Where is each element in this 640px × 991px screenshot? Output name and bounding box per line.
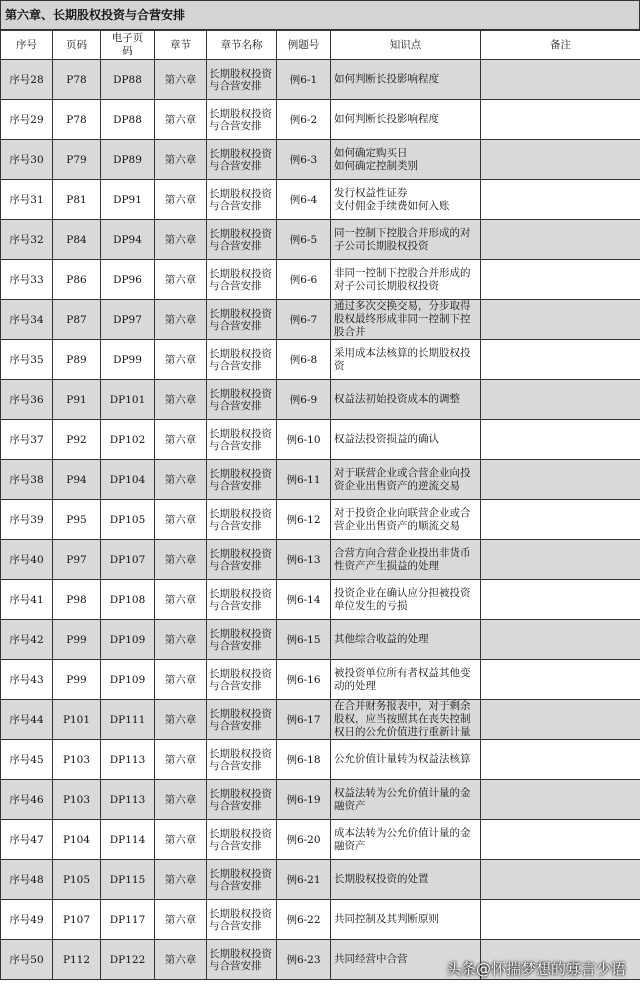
cell-example: 例6-2 <box>277 100 331 140</box>
table-row <box>1 460 640 500</box>
cell-seq: 序号34 <box>1 300 53 340</box>
cell-chapter: 第六章 <box>155 260 207 300</box>
cell-page: P86 <box>53 260 101 300</box>
cell-page: P107 <box>53 900 101 940</box>
cell-knowledge: 通过多次交换交易，分步取得股权最终形成非同一控制下控股合并 <box>331 300 481 340</box>
cell-page: P94 <box>53 460 101 500</box>
table-row <box>1 300 640 340</box>
cell-chapter: 第六章 <box>155 180 207 220</box>
cell-example: 例6-6 <box>277 260 331 300</box>
cell-chapter: 第六章 <box>155 500 207 540</box>
cell-example: 例6-9 <box>277 380 331 420</box>
cell-chapter-name: 长期股权投资与合营安排 <box>207 180 277 220</box>
cell-example: 例6-22 <box>277 900 331 940</box>
cell-epage: DP105 <box>101 500 155 540</box>
cell-knowledge: 投资企业在确认应分担被投资单位发生的亏损 <box>331 580 481 620</box>
cell-chapter-name: 长期股权投资与合营安排 <box>207 220 277 260</box>
knowledge-table <box>0 30 640 980</box>
table-row <box>1 700 640 740</box>
cell-knowledge: 如何判断长投影响程度 <box>331 60 481 100</box>
header-page: 页码 <box>53 31 101 60</box>
cell-chapter: 第六章 <box>155 140 207 180</box>
cell-knowledge: 同一控制下控股合并形成的对子公司长期股权投资 <box>331 220 481 260</box>
header-example: 例题号 <box>277 31 331 60</box>
cell-seq: 序号41 <box>1 580 53 620</box>
cell-seq: 序号45 <box>1 740 53 780</box>
header-chapter: 章节 <box>155 31 207 60</box>
cell-example: 例6-15 <box>277 620 331 660</box>
cell-chapter: 第六章 <box>155 100 207 140</box>
table-row <box>1 180 640 220</box>
table-row <box>1 740 640 780</box>
cell-knowledge: 其他综合收益的处理 <box>331 620 481 660</box>
cell-example: 例6-11 <box>277 460 331 500</box>
cell-seq: 序号30 <box>1 140 53 180</box>
cell-seq: 序号48 <box>1 860 53 900</box>
cell-seq: 序号29 <box>1 100 53 140</box>
cell-page: P99 <box>53 660 101 700</box>
table-row <box>1 540 640 580</box>
cell-knowledge: 公允价值计量转为权益法核算 <box>331 740 481 780</box>
cell-example: 例6-13 <box>277 540 331 580</box>
cell-remark <box>481 540 640 580</box>
cell-example: 例6-14 <box>277 580 331 620</box>
table-row <box>1 580 640 620</box>
cell-remark <box>481 100 640 140</box>
cell-example: 例6-23 <box>277 940 331 980</box>
cell-remark <box>481 700 640 740</box>
cell-epage: DP89 <box>101 140 155 180</box>
cell-example: 例6-4 <box>277 180 331 220</box>
cell-epage: DP122 <box>101 940 155 980</box>
cell-chapter: 第六章 <box>155 860 207 900</box>
cell-remark <box>481 580 640 620</box>
cell-seq: 序号44 <box>1 700 53 740</box>
cell-knowledge: 权益法初始投资成本的调整 <box>331 380 481 420</box>
cell-chapter-name: 长期股权投资与合营安排 <box>207 60 277 100</box>
cell-page: P81 <box>53 180 101 220</box>
cell-seq: 序号40 <box>1 540 53 580</box>
cell-chapter: 第六章 <box>155 220 207 260</box>
cell-chapter: 第六章 <box>155 340 207 380</box>
cell-chapter: 第六章 <box>155 620 207 660</box>
cell-chapter: 第六章 <box>155 540 207 580</box>
cell-chapter-name: 长期股权投资与合营安排 <box>207 700 277 740</box>
cell-remark <box>481 380 640 420</box>
cell-chapter-name: 长期股权投资与合营安排 <box>207 780 277 820</box>
cell-knowledge: 权益法投资损益的确认 <box>331 420 481 460</box>
cell-remark <box>481 260 640 300</box>
cell-remark <box>481 660 640 700</box>
cell-remark <box>481 460 640 500</box>
cell-remark <box>481 60 640 100</box>
cell-epage: DP115 <box>101 860 155 900</box>
cell-epage: DP113 <box>101 740 155 780</box>
cell-seq: 序号31 <box>1 180 53 220</box>
cell-knowledge: 对于投资企业向联营企业或合营企业出售资产的顺流交易 <box>331 500 481 540</box>
cell-epage: DP109 <box>101 660 155 700</box>
cell-page: P91 <box>53 380 101 420</box>
cell-remark <box>481 300 640 340</box>
cell-seq: 序号32 <box>1 220 53 260</box>
cell-epage: DP88 <box>101 60 155 100</box>
table-row <box>1 780 640 820</box>
cell-knowledge: 发行权益性证券 支付佣金手续费如何入账 <box>331 180 481 220</box>
cell-page: P79 <box>53 140 101 180</box>
cell-epage: DP88 <box>101 100 155 140</box>
cell-example: 例6-10 <box>277 420 331 460</box>
cell-chapter-name: 长期股权投资与合营安排 <box>207 140 277 180</box>
cell-chapter-name: 长期股权投资与合营安排 <box>207 860 277 900</box>
cell-epage: DP111 <box>101 700 155 740</box>
cell-chapter: 第六章 <box>155 820 207 860</box>
cell-page: P92 <box>53 420 101 460</box>
table-row <box>1 140 640 180</box>
cell-remark <box>481 140 640 180</box>
cell-example: 例6-17 <box>277 700 331 740</box>
cell-chapter-name: 长期股权投资与合营安排 <box>207 620 277 660</box>
cell-knowledge: 对于联营企业或合营企业向投资企业出售资产的逆流交易 <box>331 460 481 500</box>
cell-knowledge: 成本法转为公允价值计量的金融资产 <box>331 820 481 860</box>
cell-epage: DP91 <box>101 180 155 220</box>
header-row <box>1 31 640 60</box>
table-row <box>1 340 640 380</box>
cell-example: 例6-21 <box>277 860 331 900</box>
cell-chapter: 第六章 <box>155 700 207 740</box>
cell-epage: DP96 <box>101 260 155 300</box>
cell-example: 例6-8 <box>277 340 331 380</box>
cell-page: P101 <box>53 700 101 740</box>
table-row <box>1 420 640 460</box>
cell-chapter: 第六章 <box>155 460 207 500</box>
cell-example: 例6-12 <box>277 500 331 540</box>
cell-chapter: 第六章 <box>155 300 207 340</box>
cell-epage: DP101 <box>101 380 155 420</box>
cell-page: P104 <box>53 820 101 860</box>
cell-example: 例6-7 <box>277 300 331 340</box>
table-row <box>1 220 640 260</box>
cell-knowledge: 如何判断长投影响程度 <box>331 100 481 140</box>
cell-chapter: 第六章 <box>155 660 207 700</box>
cell-remark <box>481 860 640 900</box>
cell-epage: DP114 <box>101 820 155 860</box>
cell-chapter: 第六章 <box>155 900 207 940</box>
table-row <box>1 860 640 900</box>
cell-chapter-name: 长期股权投资与合营安排 <box>207 500 277 540</box>
cell-remark <box>481 220 640 260</box>
cell-chapter-name: 长期股权投资与合营安排 <box>207 580 277 620</box>
cell-seq: 序号35 <box>1 340 53 380</box>
cell-seq: 序号36 <box>1 380 53 420</box>
cell-chapter-name: 长期股权投资与合营安排 <box>207 540 277 580</box>
header-chapter-name: 章节名称 <box>207 31 277 60</box>
cell-chapter-name: 长期股权投资与合营安排 <box>207 460 277 500</box>
cell-chapter-name: 长期股权投资与合营安排 <box>207 100 277 140</box>
cell-epage: DP102 <box>101 420 155 460</box>
cell-chapter: 第六章 <box>155 740 207 780</box>
cell-remark <box>481 740 640 780</box>
cell-epage: DP107 <box>101 540 155 580</box>
cell-knowledge: 非同一控制下控股合并形成的对子公司长期股权投资 <box>331 260 481 300</box>
cell-chapter: 第六章 <box>155 60 207 100</box>
cell-knowledge: 合营方向合营企业投出非货币性资产产生损益的处理 <box>331 540 481 580</box>
cell-remark <box>481 900 640 940</box>
header-epage: 电子页码 <box>101 31 155 60</box>
table-row <box>1 620 640 660</box>
table-row <box>1 820 640 860</box>
cell-example: 例6-5 <box>277 220 331 260</box>
cell-knowledge: 权益法转为公允价值计量的金融资产 <box>331 780 481 820</box>
cell-knowledge: 共同控制及其判断原则 <box>331 900 481 940</box>
cell-seq: 序号39 <box>1 500 53 540</box>
cell-example: 例6-20 <box>277 820 331 860</box>
cell-epage: DP97 <box>101 300 155 340</box>
cell-page: P78 <box>53 100 101 140</box>
cell-epage: DP104 <box>101 460 155 500</box>
cell-seq: 序号43 <box>1 660 53 700</box>
cell-epage: DP94 <box>101 220 155 260</box>
cell-chapter-name: 长期股权投资与合营安排 <box>207 820 277 860</box>
cell-remark <box>481 780 640 820</box>
cell-chapter-name: 长期股权投资与合营安排 <box>207 260 277 300</box>
cell-chapter-name: 长期股权投资与合营安排 <box>207 420 277 460</box>
cell-seq: 序号38 <box>1 460 53 500</box>
cell-remark <box>481 180 640 220</box>
cell-example: 例6-3 <box>277 140 331 180</box>
cell-page: P78 <box>53 60 101 100</box>
cell-chapter-name: 长期股权投资与合营安排 <box>207 740 277 780</box>
cell-epage: DP113 <box>101 780 155 820</box>
cell-chapter-name: 长期股权投资与合营安排 <box>207 340 277 380</box>
cell-example: 例6-16 <box>277 660 331 700</box>
cell-remark <box>481 820 640 860</box>
header-seq: 序号 <box>1 31 53 60</box>
cell-example: 例6-19 <box>277 780 331 820</box>
table-row <box>1 60 640 100</box>
cell-page: P95 <box>53 500 101 540</box>
cell-seq: 序号49 <box>1 900 53 940</box>
cell-page: P87 <box>53 300 101 340</box>
cell-example: 例6-1 <box>277 60 331 100</box>
cell-epage: DP108 <box>101 580 155 620</box>
cell-chapter: 第六章 <box>155 940 207 980</box>
cell-chapter-name: 长期股权投资与合营安排 <box>207 660 277 700</box>
cell-chapter-name: 长期股权投资与合营安排 <box>207 300 277 340</box>
cell-example: 例6-18 <box>277 740 331 780</box>
cell-page: P98 <box>53 580 101 620</box>
cell-knowledge: 如何确定购买日 如何确定控制类别 <box>331 140 481 180</box>
cell-page: P112 <box>53 940 101 980</box>
cell-seq: 序号28 <box>1 60 53 100</box>
cell-remark <box>481 500 640 540</box>
cell-chapter: 第六章 <box>155 580 207 620</box>
cell-knowledge: 长期股权投资的处置 <box>331 860 481 900</box>
cell-epage: DP99 <box>101 340 155 380</box>
watermark-text: 头条@怀揣梦想的寡言少语 <box>445 960 626 978</box>
cell-chapter-name: 长期股权投资与合营安排 <box>207 380 277 420</box>
table-row <box>1 900 640 940</box>
header-knowledge: 知识点 <box>331 31 481 60</box>
cell-seq: 序号50 <box>1 940 53 980</box>
cell-remark <box>481 620 640 660</box>
cell-chapter-name: 长期股权投资与合营安排 <box>207 900 277 940</box>
table-row <box>1 100 640 140</box>
cell-remark <box>481 340 640 380</box>
cell-chapter: 第六章 <box>155 420 207 460</box>
table-row <box>1 380 640 420</box>
cell-knowledge: 被投资单位所有者权益其他变动的处理 <box>331 660 481 700</box>
cell-knowledge: 采用成本法核算的长期股权投资 <box>331 340 481 380</box>
cell-seq: 序号42 <box>1 620 53 660</box>
sheet-title: 第六章、长期股权投资与合营安排 <box>0 0 640 30</box>
cell-page: P99 <box>53 620 101 660</box>
cell-page: P89 <box>53 340 101 380</box>
table-row <box>1 660 640 700</box>
cell-page: P103 <box>53 780 101 820</box>
cell-epage: DP117 <box>101 900 155 940</box>
cell-seq: 序号46 <box>1 780 53 820</box>
cell-seq: 序号37 <box>1 420 53 460</box>
table-row <box>1 260 640 300</box>
cell-chapter-name: 长期股权投资与合营安排 <box>207 940 277 980</box>
cell-knowledge: 共同经营中合营 <box>331 940 481 980</box>
cell-remark <box>481 420 640 460</box>
cell-epage: DP109 <box>101 620 155 660</box>
cell-seq: 序号47 <box>1 820 53 860</box>
header-remark: 备注 <box>481 31 640 60</box>
cell-seq: 序号33 <box>1 260 53 300</box>
cell-chapter: 第六章 <box>155 380 207 420</box>
table-row <box>1 500 640 540</box>
cell-page: P105 <box>53 860 101 900</box>
cell-page: P103 <box>53 740 101 780</box>
cell-chapter: 第六章 <box>155 780 207 820</box>
cell-page: P97 <box>53 540 101 580</box>
cell-knowledge: 在合并财务报表中，对于剩余股权，应当按照其在丧失控制权日的公允价值进行重新计量 <box>331 700 481 740</box>
cell-page: P84 <box>53 220 101 260</box>
